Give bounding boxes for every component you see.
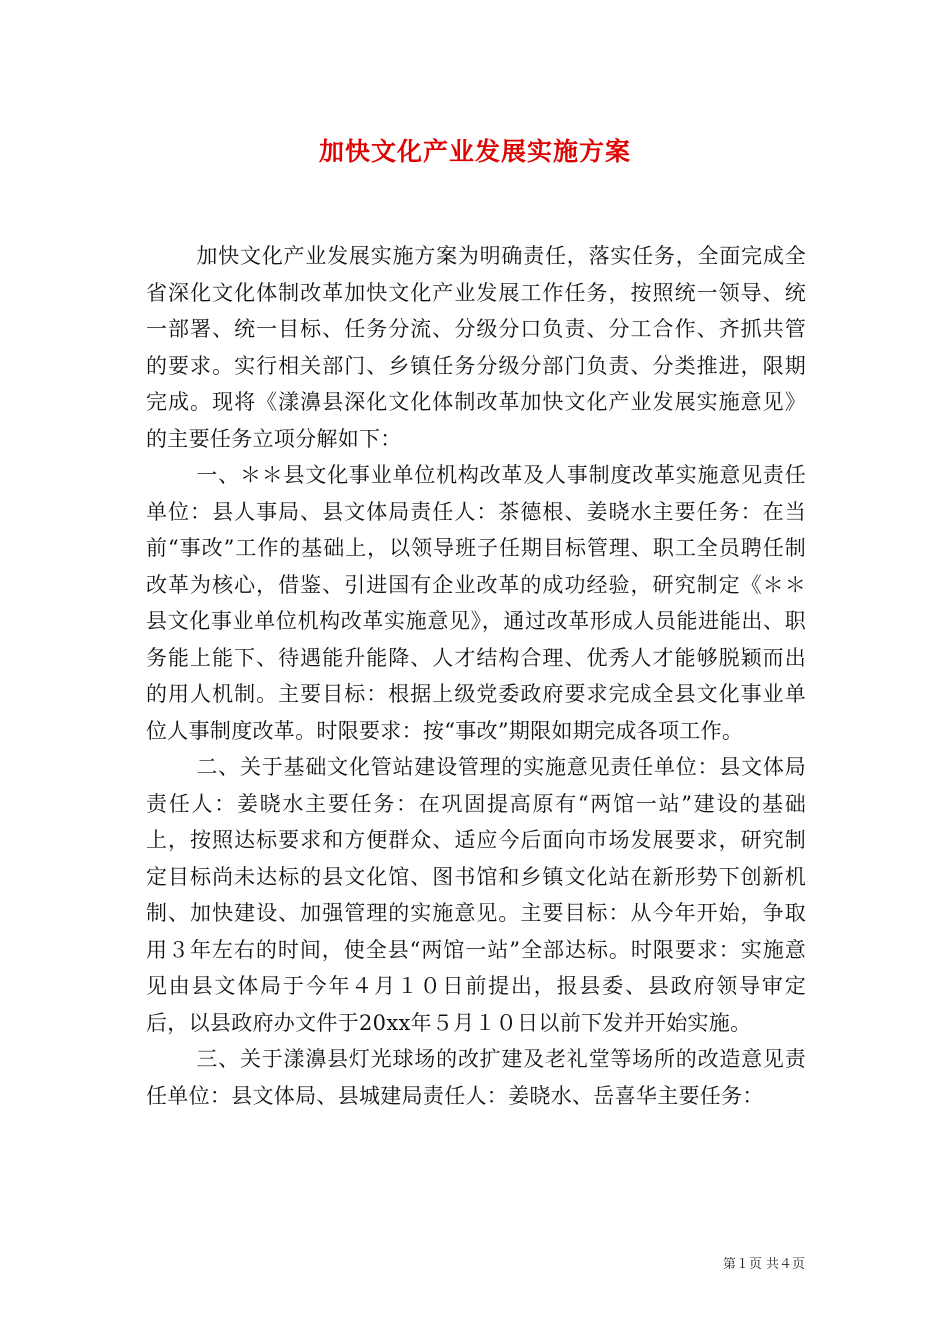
document-body (146, 238, 806, 1114)
document-title: 加快文化产业发展实施方案 (318, 137, 631, 166)
paragraph-intro: 加快文化产业发展实施方案为明确责任，落实任务，全面完成全省深化文化体制改革加快文化产业发展工作任务，按照统一领导、统一部署、统一目标、任务分流、分级分口负责、分工合作、齐抓共管的要求。实行相关部门、乡镇任务分级分部门负责、分类推进，限期完成。现将《漾濞县深化文化体制改革加快文化产业发展实施意见》的主要任务立项分解如下： (146, 244, 806, 451)
paragraph-section-2: 二、关于基础文化管站建设管理的实施意见责任单位：县文体局责任人：姜晓水主要任务：在巩固提高原有“两馆一站”建设的基础上，按照达标要求和方便群众、适应今后面向市场发展要求，研究制定目标尚未达标的县文化馆、图书馆和乡镇文化站在新形势下创新机制、加快建设、加强管理的实施意见。主要目标：从今年开始，争取用３年左右的时间，使全县“两馆一站”全部达标。时限要求：实施意见由县文体局于今年４月１０日前提出，报县委、县政府领导审定后，以县政府办文件于20xx年５月１０日以前下发并开始实施。 (146, 755, 806, 1035)
paragraph-section-1: 一、＊＊县文化事业单位机构改革及人事制度改革实施意见责任单位：县人事局、县文体局责任人：茶德根、姜晓水主要任务：在当前“事改”工作的基础上，以领导班子任期目标管理、职工全员聘任制改革为核心，借鉴、引进国有企业改革的成功经验，研究制定《＊＊县文化事业单位机构改革实施意见》，通过改革形成人员能进能出、职务能上能下、待遇能升能降、人才结构合理、优秀人才能够脱颖而出的用人机制。主要目标：根据上级党委政府要求完成全县文化事业单位人事制度改革。时限要求：按“事改”期限如期完成各项工作。 (146, 463, 806, 743)
page-number: 第１页 共４页 (722, 1257, 805, 1272)
paragraph-section-3: 三、关于漾濞县灯光球场的改扩建及老礼堂等场所的改造意见责任单位：县文体局、县城建局责任人：姜晓水、岳喜华主要任务： (146, 1047, 806, 1108)
